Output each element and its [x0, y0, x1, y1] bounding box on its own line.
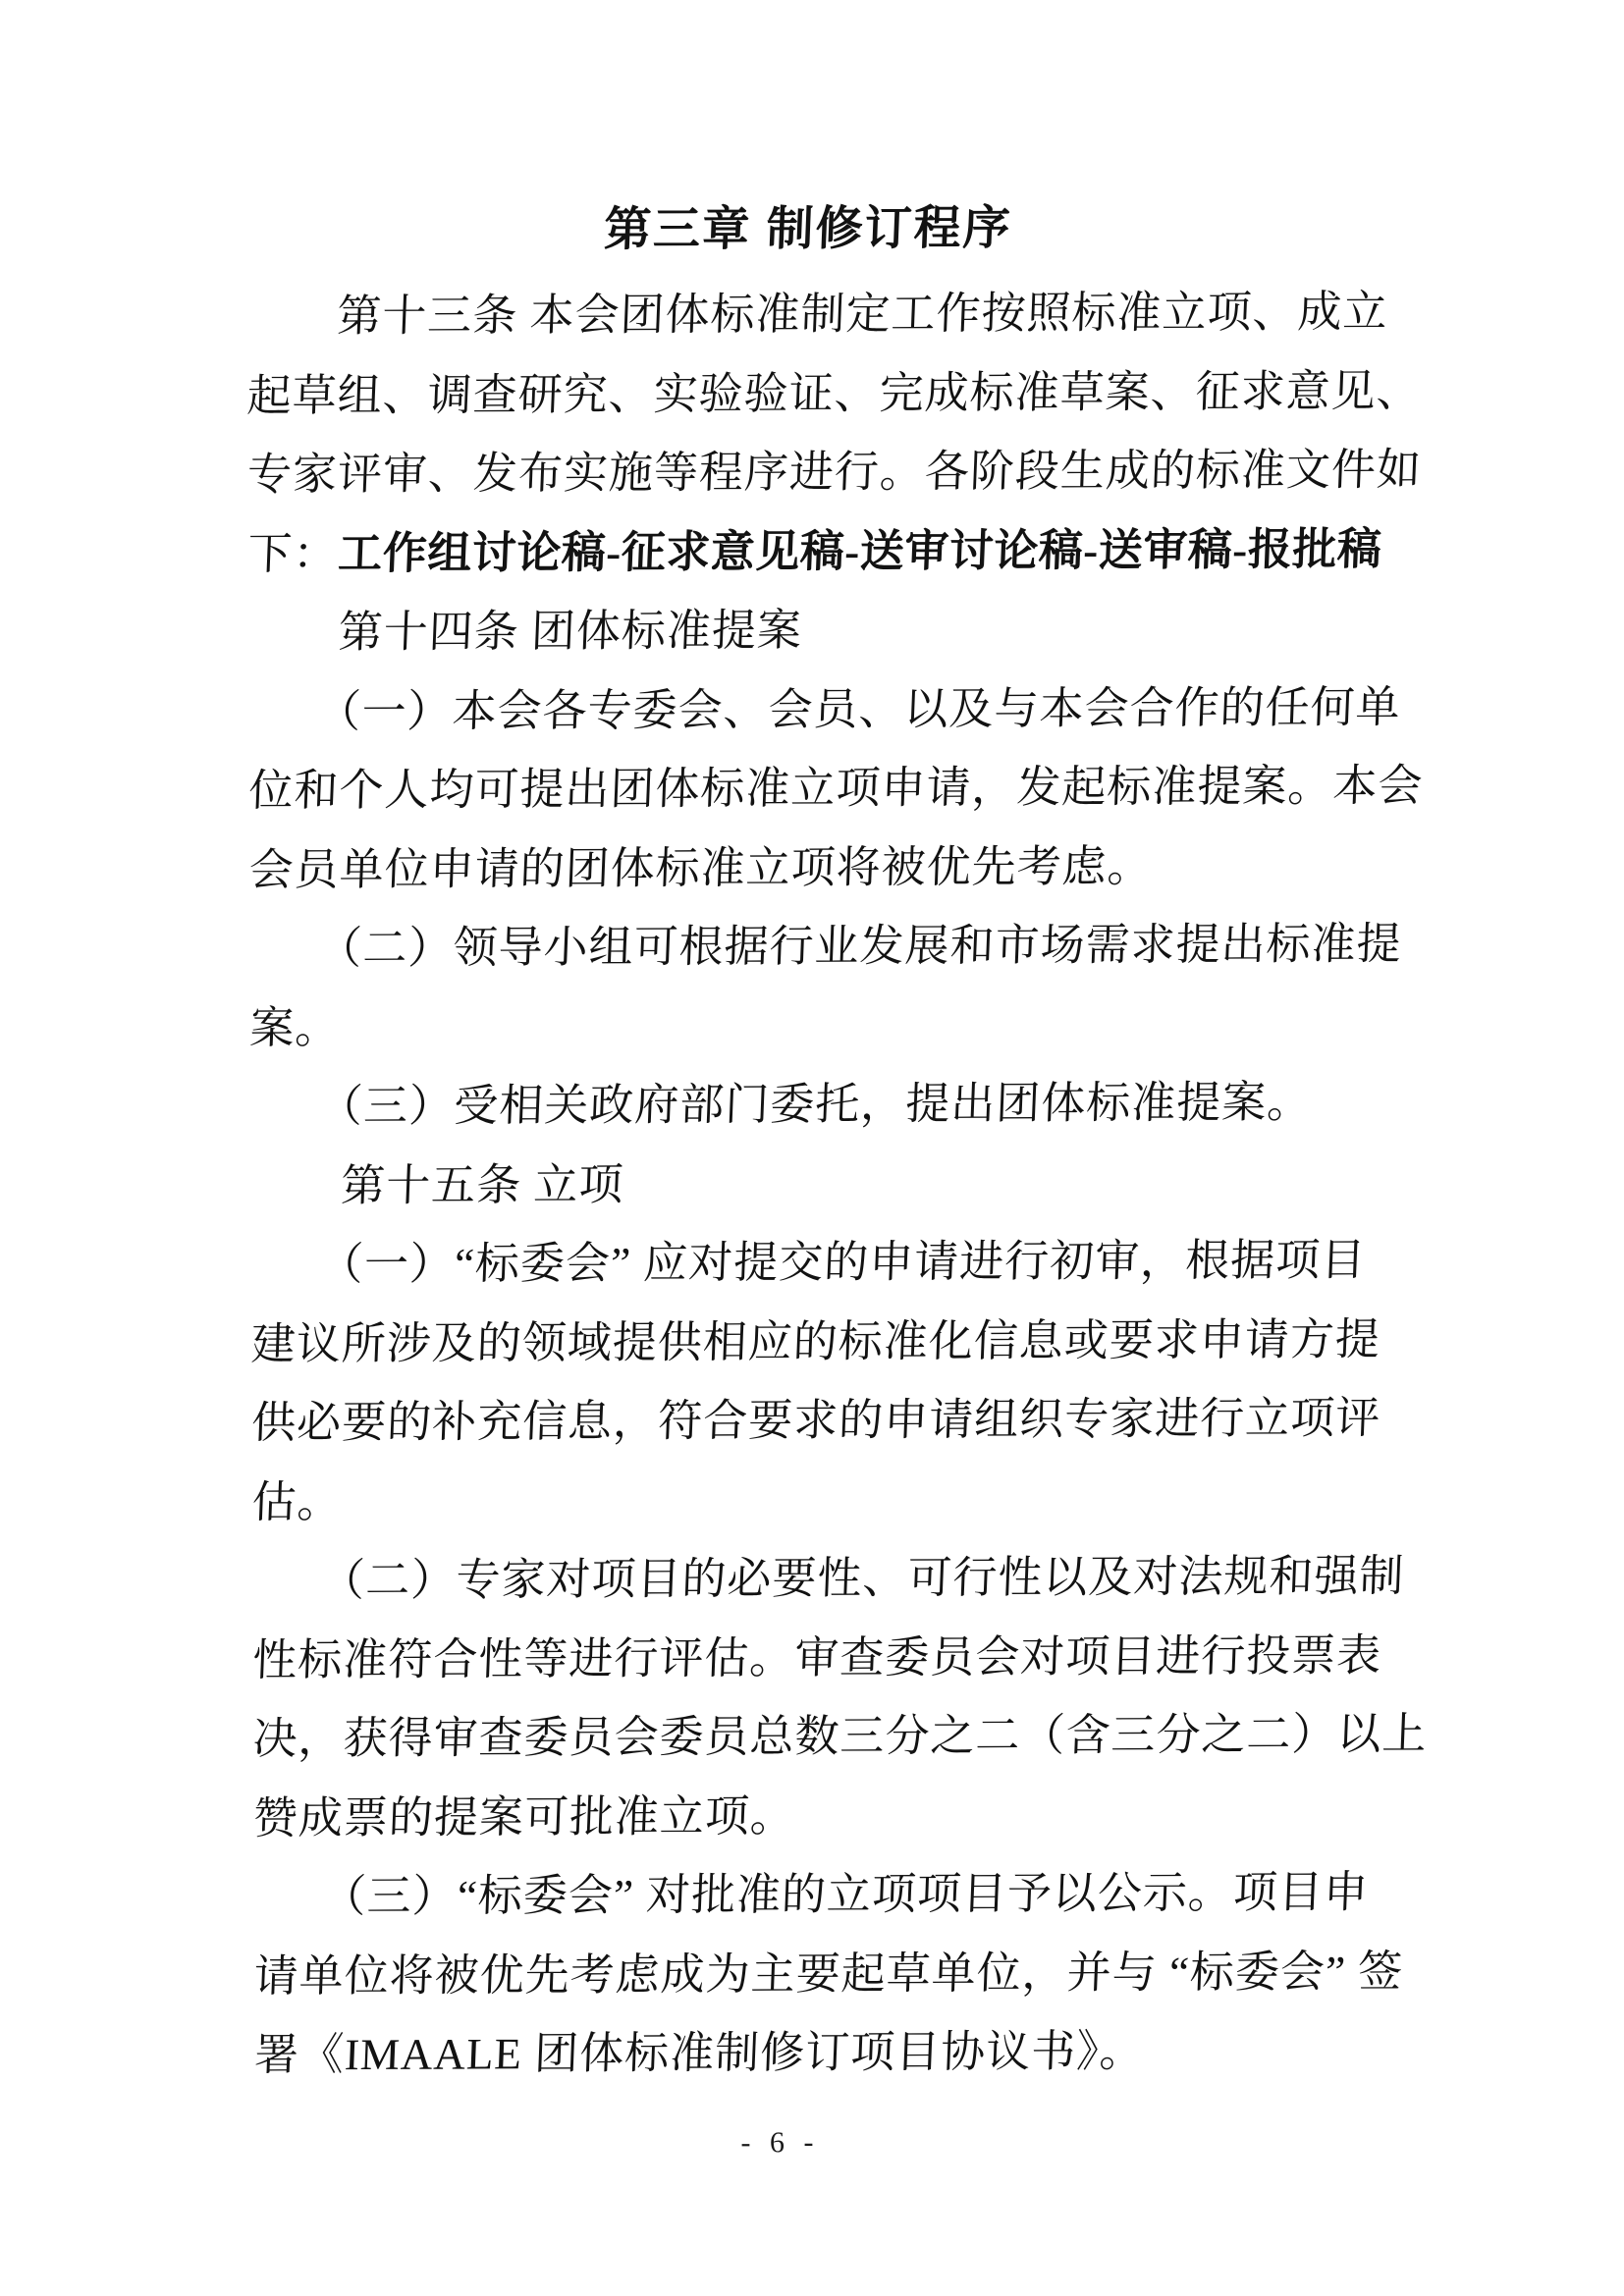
text-line — [252, 1932, 1405, 2016]
text-segment: 会员单位申请的团体标准立项将被优先考虑。 — [247, 840, 1154, 895]
text-segment: 第十三条 本会团体标准制定工作按照标准立项、成立 — [245, 287, 1389, 342]
document-body — [245, 272, 1429, 2095]
text-line — [245, 430, 1423, 514]
text-segment: 赞成票的提案可批准立项。 — [252, 1790, 796, 1842]
text-segment: 建议所涉及的领域提供相应的标准化信息或要求申请方提 — [249, 1313, 1381, 1368]
text-line — [246, 667, 1402, 752]
chapter-heading: 第三章 制修订程序 — [603, 202, 1013, 256]
text-line — [252, 1852, 1384, 1937]
text-line — [251, 1616, 1383, 1700]
text-line — [250, 1536, 1406, 1621]
text-segment: 起草组、调查研究、实验验证、完成标准草案、征求意见、 — [245, 365, 1423, 421]
text-segment: （二）专家对项目的必要性、可行性以及对法规和强制 — [250, 1551, 1406, 1606]
text-segment: （一）“标委会” 应对提交的申请进行初审，根据项目 — [249, 1235, 1368, 1290]
text-line — [246, 588, 1379, 672]
text-segment: 估。 — [250, 1476, 344, 1526]
text-line — [251, 1774, 1383, 1858]
text-line — [245, 272, 1389, 356]
text-line — [251, 1694, 1429, 1779]
text-line — [249, 1142, 1381, 1226]
text-line — [249, 1220, 1381, 1305]
text-line — [248, 984, 1380, 1068]
text-line — [246, 509, 1383, 594]
text-line — [247, 746, 1425, 830]
text-line — [249, 1300, 1381, 1384]
text-line — [248, 904, 1403, 988]
text-segment: （一）本会各专委会、会员、以及与本会合作的任何单 — [247, 681, 1402, 737]
text-line — [250, 1458, 1382, 1542]
page-number: - 6 - — [740, 2125, 820, 2160]
text-segment: 第十四条 团体标准提案 — [246, 606, 803, 658]
text-segment: 第十五条 立项 — [249, 1159, 625, 1210]
text-segment: 专家评审、发布实施等程序进行。各阶段生成的标准文件如 — [246, 445, 1423, 500]
text-segment: 署《IMAALE 团体标准制修订项目协议书》。 — [253, 2026, 1146, 2080]
text-segment: 供必要的补充信息，符合要求的申请组织专家进行立项评 — [250, 1393, 1382, 1448]
text-segment: 位和个人均可提出团体标准立项申请，发起标准提案。本会 — [247, 761, 1425, 816]
text-line — [252, 2010, 1384, 2095]
bold-text-segment: 工作组讨论稿-征求意见稿-送审讨论稿-送审稿-报批稿 — [337, 523, 1383, 578]
text-line — [250, 1378, 1382, 1463]
text-segment: （三）受相关政府部门委托，提出团体标准提案。 — [248, 1077, 1314, 1132]
text-segment: （三）“标委会” 对批准的立项项目予以公示。项目申 — [252, 1867, 1371, 1922]
text-segment: 决，获得审查委员会委员总数三分之二（含三分之二）以上 — [251, 1709, 1429, 1764]
text-line — [247, 826, 1380, 910]
text-segment: 性标准符合性等进行评估。审查委员会对项目进行投票表 — [251, 1629, 1383, 1684]
text-line — [245, 351, 1423, 436]
text-line — [248, 1062, 1380, 1147]
text-segment: 案。 — [248, 1002, 342, 1053]
text-segment: （二）领导小组可根据行业发展和市场需求提出标准提 — [248, 919, 1403, 974]
text-segment: 请单位将被优先考虑成为主要起草单位，并与 “标委会” 签 — [252, 1946, 1405, 2001]
text-segment: 下： — [246, 528, 340, 579]
